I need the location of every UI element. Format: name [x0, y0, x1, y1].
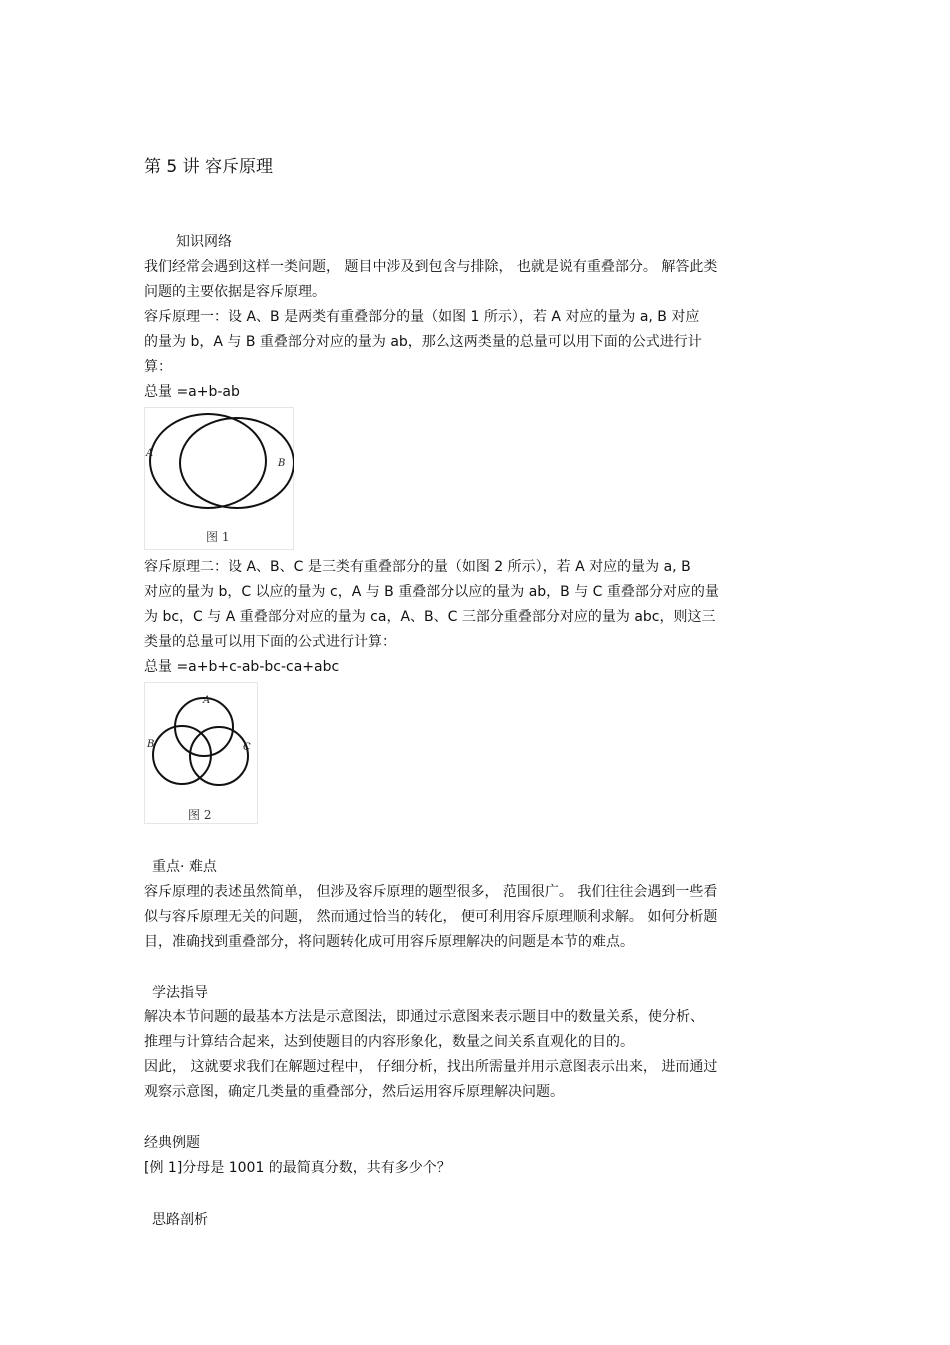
label-a: A	[146, 448, 154, 459]
method-line-1: 解决本节问题的最基本方法是示意图法，即通过示意图来表示题目中的数量关系，使分析、	[144, 1009, 704, 1025]
page-title: 第 5 讲 容斥原理	[144, 157, 274, 177]
principle-two-line-3: 为 bc，C 与 A 重叠部分对应的量为 ca，A、B、C 三部分重叠部分对应的量为 abc，则这三	[144, 609, 716, 625]
section-heading-analysis: 思路剖析	[152, 1212, 208, 1228]
section-heading-key-points: 重点· 难点	[152, 859, 217, 875]
principle-one-line-2: 的量为 b，A 与 B 重叠部分对应的量为 ab，那么这两类量的总量可以用下面的公式进行计	[144, 334, 702, 350]
formula-one: 总量 =a+b-ab	[144, 384, 240, 400]
figure-2-caption: 图 2	[188, 808, 212, 822]
principle-two-line-1: 容斥原理二：设 A、B、C 是三类有重叠部分的量（如图 2 所示），若 A 对应的量为 a, B	[144, 559, 691, 575]
venn-three-sets-diagram	[144, 682, 258, 824]
section-heading-examples: 经典例题	[144, 1135, 200, 1151]
label-a: A	[203, 695, 211, 706]
method-line-2: 推理与计算结合起来，达到使题目的内容形象化，数量之间关系直观化的目的。	[144, 1034, 634, 1050]
label-c: C	[243, 742, 251, 753]
key-points-line-3: 目，准确找到重叠部分，将问题转化成可用容斥原理解决的问题是本节的难点。	[144, 934, 634, 950]
paragraph-intro-line-2: 问题的主要依据是容斥原理。	[144, 284, 326, 300]
label-b: B	[278, 458, 286, 469]
section-heading-knowledge: 知识网络	[176, 234, 232, 250]
venn-two-sets-diagram	[144, 407, 294, 550]
section-heading-method: 学法指导	[152, 985, 208, 1001]
paragraph-intro-line-1: 我们经常会遇到这样一类问题， 题目中涉及到包含与排除， 也就是说有重叠部分。 解答此类	[144, 259, 718, 275]
method-line-4: 观察示意图，确定几类量的重叠部分，然后运用容斥原理解决问题。	[144, 1084, 564, 1100]
figure-1-caption: 图 1	[206, 530, 230, 544]
formula-two: 总量 =a+b+c-ab-bc-ca+abc	[144, 659, 340, 675]
figure-2	[144, 682, 258, 824]
method-line-3: 因此， 这就要求我们在解题过程中， 仔细分析，找出所需量并用示意图表示出来， 进而通过	[144, 1059, 718, 1075]
principle-two-line-4: 类量的总量可以用下面的公式进行计算：	[144, 634, 396, 650]
principle-one-line-1: 容斥原理一：设 A、B 是两类有重叠部分的量（如图 1 所示），若 A 对应的量为 a, B 对应	[144, 309, 700, 325]
label-b: B	[147, 739, 155, 750]
key-points-line-1: 容斥原理的表述虽然简单， 但涉及容斥原理的题型很多， 范围很广。 我们往往会遇到一些看	[144, 884, 718, 900]
example-1: [例 1]分母是 1001 的最简真分数，共有多少个？	[144, 1160, 451, 1176]
principle-two-line-2: 对应的量为 b，C 以应的量为 c，A 与 B 重叠部分以应的量为 ab，B 与 C 重叠部分对应的量	[144, 584, 719, 600]
figure-1	[144, 407, 294, 550]
key-points-line-2: 似与容斥原理无关的问题， 然而通过恰当的转化， 便可利用容斥原理顺利求解。 如何分析题	[144, 909, 718, 925]
principle-one-line-3: 算：	[144, 359, 172, 375]
